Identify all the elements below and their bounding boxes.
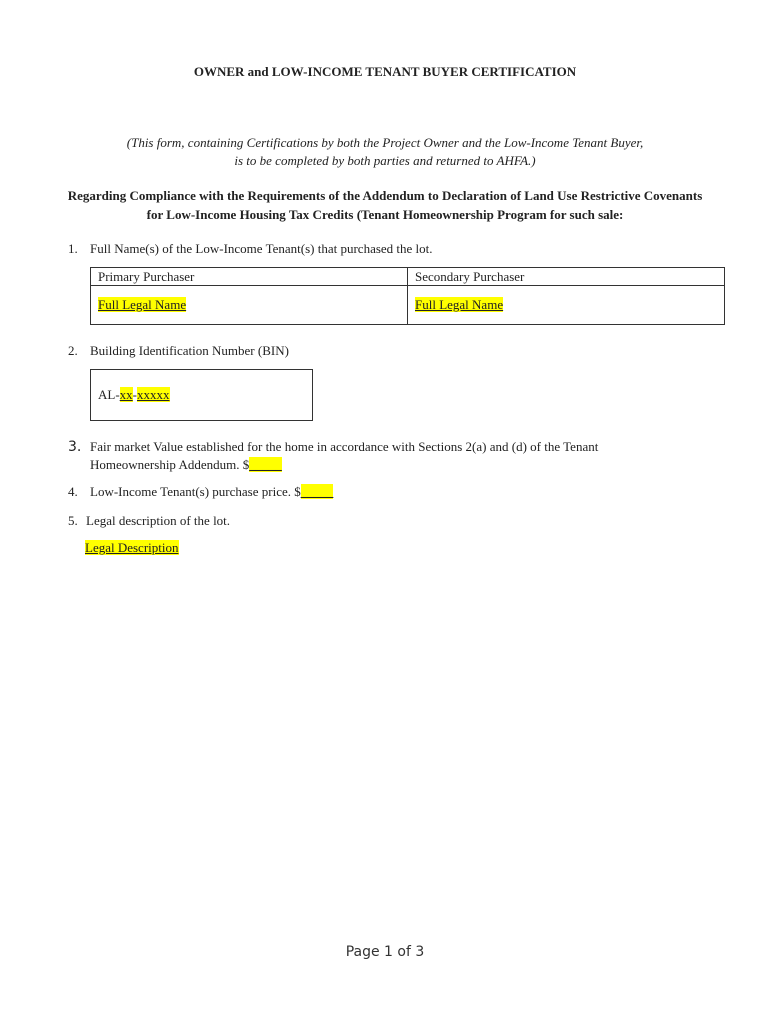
purchaser-header-row	[91, 268, 725, 286]
regarding-heading	[30, 186, 740, 224]
regarding-line-1: Regarding Compliance with the Requirements of the Addendum to Declaration of Land Use Restrictive Covenants	[67, 188, 703, 203]
intro-note	[0, 134, 770, 170]
question-3-line-1: Fair market Value established for the home in accordance with Sections 2(a) and (d) of the Tenant	[90, 439, 599, 454]
question-1	[68, 240, 433, 258]
question-4-number: 4.	[68, 484, 78, 499]
secondary-purchaser-field[interactable]: Full Legal Name	[415, 297, 504, 312]
purchaser-table	[90, 267, 725, 325]
intro-line-1: (This form, containing Certifications by both the Project Owner and the Low-Income Tenant Buyer,	[126, 135, 644, 150]
primary-purchaser-cell[interactable]	[91, 286, 408, 325]
legal-description-text[interactable]: Legal Description	[85, 540, 179, 555]
question-2-number: 2.	[68, 343, 78, 358]
question-2	[68, 342, 289, 360]
intro-line-2: is to be completed by both parties and returned to AHFA.)	[234, 153, 536, 168]
bin-prefix: AL-	[98, 387, 120, 402]
question-1-number: 1.	[68, 241, 78, 256]
fair-market-value-field[interactable]: _____	[249, 457, 282, 472]
bin-box[interactable]	[90, 369, 313, 421]
primary-purchaser-field[interactable]: Full Legal Name	[98, 297, 187, 312]
question-4	[68, 483, 333, 501]
document-title: OWNER and LOW-INCOME TENANT BUYER CERTIFICATION	[193, 64, 577, 79]
secondary-purchaser-cell[interactable]	[408, 286, 725, 325]
question-5-text: Legal description of the lot.	[86, 513, 231, 528]
question-3-number: 3.	[68, 439, 82, 455]
bin-part-2[interactable]: xxxxx	[137, 387, 170, 402]
primary-purchaser-header: Primary Purchaser	[91, 268, 408, 286]
regarding-line-2: for Low-Income Housing Tax Credits (Tenant Homeownership Program for such sale:	[146, 207, 624, 222]
legal-description-field[interactable]	[85, 540, 179, 556]
question-3	[68, 438, 598, 474]
bin-separator: -	[132, 387, 138, 402]
question-2-text: Building Identification Number (BIN)	[90, 343, 289, 358]
question-1-text: Full Name(s) of the Low-Income Tenant(s) that purchased the lot.	[90, 241, 433, 256]
question-3-line-2: Homeownership Addendum. $	[90, 457, 250, 472]
question-4-text: Low-Income Tenant(s) purchase price. $	[90, 484, 301, 499]
page-footer: Page 1 of 3	[345, 944, 425, 960]
bin-field[interactable]	[98, 387, 170, 403]
secondary-purchaser-header: Secondary Purchaser	[408, 268, 725, 286]
question-5	[68, 512, 230, 530]
purchase-price-field[interactable]: _____	[300, 484, 334, 499]
question-5-number: 5.	[68, 513, 78, 528]
bin-part-1[interactable]: xx	[119, 387, 133, 402]
purchaser-value-row	[91, 286, 725, 325]
